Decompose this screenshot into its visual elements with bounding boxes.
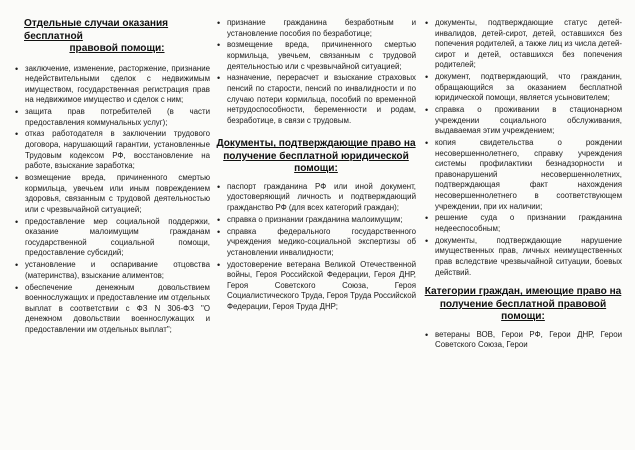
heading-special-cases — [14, 18, 210, 56]
documents-list-continued — [424, 18, 622, 278]
list-item: • копия свидетельства о рождении несовершеннолетнего, справку учреждения системы профилактики безнадзорности и правонарушений несовершеннолетних, подтверждающая факт нахождения несовершеннолетнего в соответствующем учреждении, при их наличии; — [424, 138, 622, 212]
list-item: • справка о проживании в стационарном учреждении социального обслуживания, выдаваемая этим учреждением; — [424, 105, 622, 137]
column-right — [424, 18, 622, 444]
list-item: • решение суда о признании гражданина недееспособным; — [424, 213, 622, 234]
list-item: • установление и оспаривание отцовства (материнства), взыскание алиментов; — [14, 260, 210, 281]
heading-documents: Документы, подтверждающие право на получение бесплатной юридической помощи: — [216, 138, 416, 175]
heading-line-2: правовой помощи: — [69, 43, 165, 54]
list-item: • заключение, изменение, расторжение, признание недействительными сделок с недвижимым имуществом, государственная регистрация прав на недвижимое имущество и сделок с ним; — [14, 64, 210, 106]
heading-line-1: Отдельные случаи оказания бесплатной — [24, 18, 169, 42]
list-item: • отказ работодателя в заключении трудового договора, нарушающий гарантии, установленные Трудовым кодексом РФ, восстановление на работе, взыскание заработка; — [14, 129, 210, 171]
list-item: • защита прав потребителей (в части предоставления коммунальных услуг); — [14, 107, 210, 128]
list-item: • возмещение вреда, причиненного смертью кормильца, увечьем или иным повреждением здоровья, связанным с трудовой деятельностью или с чрезвычайной ситуацией; — [14, 173, 210, 215]
categories-list — [424, 330, 622, 351]
heading-categories: Категории граждан, имеющие право на получение бесплатной правовой помощи: — [424, 286, 622, 323]
list-item: • удостоверение ветерана Великой Отечественной войны, Героя Российской Федерации, Героя ДНР, Героя Советского Союза, Героя Социалистического Труда, Героя Труда Российской Федерации, Героя Труда ДНР; — [216, 260, 416, 313]
special-cases-list-continued — [216, 18, 416, 126]
list-item: • документы, подтверждающие статус детей-инвалидов, детей-сирот, детей, оставшихся без попечения родителей, а также лиц из числа детей-сирот и детей, оставшихся без попечения родителей; — [424, 18, 622, 71]
column-left — [14, 18, 210, 444]
list-item: • справка федерального государственного учреждения медико-социальной экспертизы об установлении инвалидности; — [216, 227, 416, 259]
special-cases-list — [14, 64, 210, 336]
list-item: • документы, подтверждающие нарушение имущественных прав, личных неимущественных прав вследствие чрезвычайной ситуации, боевых действий. — [424, 236, 622, 278]
list-item: • документ, подтверждающий, что гражданин, обращающийся за оказанием бесплатной юридической помощи, является усыновителем; — [424, 72, 622, 104]
list-item: • паспорт гражданина РФ или иной документ, удостоверяющий личность и подтверждающий гражданство РФ (для всех категорий граждан); — [216, 182, 416, 214]
list-item: • признание гражданина безработным и установление пособия по безработице; — [216, 18, 416, 39]
list-item: • ветераны ВОВ, Герои РФ, Герои ДНР, Герои Советского Союза, Герои — [424, 330, 622, 351]
list-item: • возмещение вреда, причиненного смертью кормильца, увечьем, связанным с трудовой деятельностью или с чрезвычайной ситуацией; — [216, 40, 416, 72]
list-item: • предоставление мер социальной поддержки, оказание малоимущим гражданам государственной социальной помощи, предоставление субсидий; — [14, 217, 210, 259]
list-item: • обеспечение денежным довольствием военнослужащих и предоставление им отдельных выплат в соответствии с ФЗ N 306-ФЗ "О денежном довольствии военнослужащих и предоставлении им отдельных выплат"; — [14, 283, 210, 336]
column-middle — [216, 18, 416, 444]
documents-list — [216, 182, 416, 313]
list-item: • справка о признании гражданина малоимущим; — [216, 215, 416, 226]
list-item: • назначение, перерасчет и взыскание страховых пенсий по старости, пенсий по инвалидности и по случаю потери кормильца, пособий по временной нетрудоспособности, беременности и родам, безработице, в связи с трудовым. — [216, 73, 416, 126]
